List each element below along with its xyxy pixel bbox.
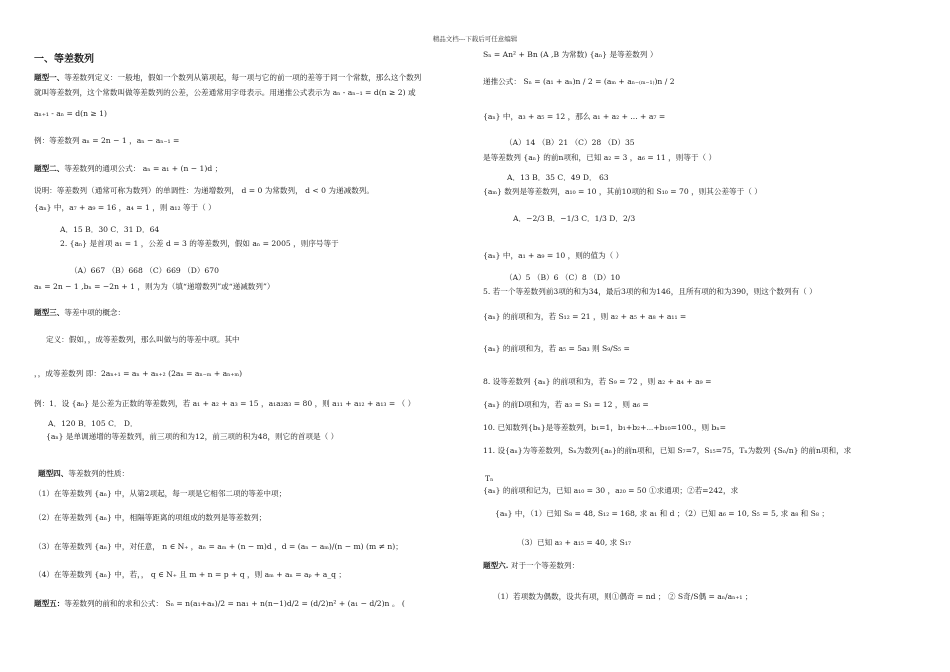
text-line-left-5: 题型二、等差数列的通项公式： aₙ = a₁ + (n − 1)d ； [34,164,223,173]
text-line-left-15: 例：1．设 {aₙ} 是公差为正数的等差数列，若 a₁ + a₂ + a₃ = 15 ，a₁a₂a₃ = 80 ，则 a₁₁ + a₁₂ + a₁₃ = （ ） [34,399,416,408]
text-line-left-8: A．15 B．30 C．31 D．64 [60,225,160,234]
text-line-left-16: A．120 B．105 C． D． [48,419,138,428]
text-line-left-18: 题型四、等差数列的性质： [38,469,130,478]
page-header: 精品文档---下载后可任意编辑 [432,35,518,43]
text-line-right-11: {aₙ} 的前项和为，若 S₁₂ = 21 ，则 a₂ + a₅ + a₈ + a₁₁ = [483,312,687,321]
text-line-left-19: （1）在等差数列 {aₙ} 中，从第2项起，每一项是它相邻二项的等差中项； [34,489,287,498]
text-line-left-23: 题型五：等差数列的前和的求和公式： Sₙ = n(a₁+aₙ)/2 = na₁ + n(n−1)d/2 = (d/2)n² + (a₁ − d/2)n 。 ( [34,599,405,608]
text-line-right-16: 11. 设{aₙ}为等差数列，Sₙ为数列{aₙ}的前n项和，已知 S₇=7，S₁₅=75，Tₙ为数列 {Sₙ/n} 的前n项和，求 [483,446,852,455]
text-line-left-1: 题型一、等差数列定义：一般地，假如一个数列从第项起，每一项与它的前一项的差等于同一个常数，那么这个数列 [34,73,422,82]
text-line-right-18: {aₙ} 的前项和记为，已知 a₁₀ = 30 ，a₂₀ = 50 ①求通项；②若=242，求 [483,486,739,495]
text-line-left-13: 定义：假如，，成等差数列，那么叫做与的等差中项。其中 [46,335,240,344]
text-line-left-7: {aₙ} 中，a₇ + a₉ = 16 ，a₄ = 1 ，则 a₁₂ 等于（ ） [34,203,216,212]
text-line-left-4: 例：等差数列 aₙ = 2n − 1 ，aₙ − aₙ₋₁ = [34,136,180,145]
text-line-left-12: 题型三、等差中项的概念： [34,308,126,317]
text-line-left-2: 就叫等差数列，这个常数叫做等差数列的公差，公差通常用字母表示。用递推公式表示为 aₙ - aₙ₋₁ = d(n ≥ 2) 或 [34,88,416,97]
text-line-left-11: aₙ = 2n − 1 ,bₙ = −2n + 1 ，则为为（填“递增数列”或“递减数列”） [34,282,275,291]
text-line-right-0: Sₙ = An² + Bn (A ,B 为常数) {aₙ} 是等差数列 ） [483,50,658,59]
text-line-left-22: （4）在等差数列 {aₙ} 中，若，， q ∈ N₊ 且 m + n = p + q ，则 aₘ + aₙ = aₚ + a_q ； [34,570,346,579]
text-line-right-13: 8. 设等差数列 {aₙ} 的前项和为，若 S₉ = 72 ，则 a₂ + a₄ + a₉ = [483,377,712,386]
text-line-right-5: A．13 B．35 C．49 D． 63 [507,173,609,182]
text-line-right-12: {aₙ} 的前项和为，若 a₅ = 5a₃ 则 S₉/S₅ = [483,344,630,353]
text-line-left-17: {aₙ} 是单调递增的等差数列，前三项的和为12，前三项的积为48，则它的首项是（ ） [46,432,339,441]
text-line-left-20: （2）在等差数列 {aₙ} 中，相隔等距离的项组成的数列是等差数列； [34,513,267,522]
text-line-left-9: 2. {aₙ} 是首项 a₁ = 1 ，公差 d = 3 的等差数列，假如 aₙ = 2005 ，则序号等于 [60,239,339,248]
text-line-right-19: {aₙ} 中，（1）已知 S₈ = 48, S₁₂ = 168, 求 a₁ 和 d ；（2）已知 a₆ = 10, S₅ = 5, 求 a₈ 和 S₈ ； [495,509,829,518]
text-line-right-10: 5. 若一个等差数列前3项的和为34，最后3项的和为146，且所有项的和为390，则这个数列有（ ） [483,287,817,296]
section-heading-left-0: 一、等差数列 [34,54,94,65]
text-line-left-6: 说明：等差数列（通常可称为数列）的单调性：为递增数列， d = 0 为常数列， d < 0 为递减数列。 [34,186,374,195]
text-line-right-2: {aₙ} 中，a₃ + a₅ = 12 ，那么 a₁ + a₂ + ... + a₇ = [483,112,666,121]
text-line-left-3: aₙ₊₁ - aₙ = d(n ≥ 1) [34,109,107,118]
text-line-left-10: （A）667 （B）668 （C）669 （D）670 [70,266,219,275]
text-line-right-20: （3）已知 a₃ + a₁₅ = 40, 求 S₁₇ [517,538,631,547]
text-line-right-14: {aₙ} 的前D项和为，若 a₃ = S₃ = 12 ，则 a₆ = [483,400,649,409]
text-line-left-14: ，，成等差数列 即：2aₙ₊₁ = aₙ + aₙ₊₂ (2aₙ = aₙ₋ₘ + aₙ₊ₘ) [34,369,243,378]
text-line-right-9: （A）5 （B）6 （C）8 （D）10 [505,273,621,282]
text-line-right-6: {aₘ} 数列是等差数列，a₁₀ = 10 ，其前10项的和 S₁₀ = 70 ，则其公差等于（ ） [483,187,762,196]
text-line-right-7: A．−2/3 B．−1/3 C．1/3 D．2/3 [513,214,636,223]
text-line-right-8: {aₙ} 中，a₁ + a₉ = 10 ，则的值为（ ） [483,251,624,260]
text-line-right-17: Tₙ [485,474,494,483]
text-line-left-21: （3）在等差数列 {aₙ} 中，对任意， n ∈ N₊ ，aₙ = aₘ + (n − m)d ，d = (aₙ − aₘ)/(n − m) (m ≠ n)； [34,542,403,551]
text-line-right-21: 题型六. 对于一个等差数列： [483,561,580,570]
text-line-right-15: 10. 已知数列{bₙ}是等差数列，b₁=1，b₁+b₂+⋯+b₁₀=100.，则 bₙ= [483,423,726,432]
text-line-right-3: （A）14 （B）21 （C）28 （D）35 [505,138,635,147]
text-line-right-1: 递推公式： Sₙ = (a₁ + aₙ)n / 2 = (aₘ + aₙ₋₍ₘ₋₁₎)n / 2 [483,77,675,86]
text-line-right-22: （1）若项数为偶数，设共有项，则①偶奇 = nd ； ② S奇/S偶 = aₙ/aₙ₊₁ ； [493,592,753,601]
text-line-right-4: 是等差数列 {aₙ} 的前n项和，已知 a₂ = 3 ，a₆ = 11 ，则等于（ ） [483,153,717,162]
